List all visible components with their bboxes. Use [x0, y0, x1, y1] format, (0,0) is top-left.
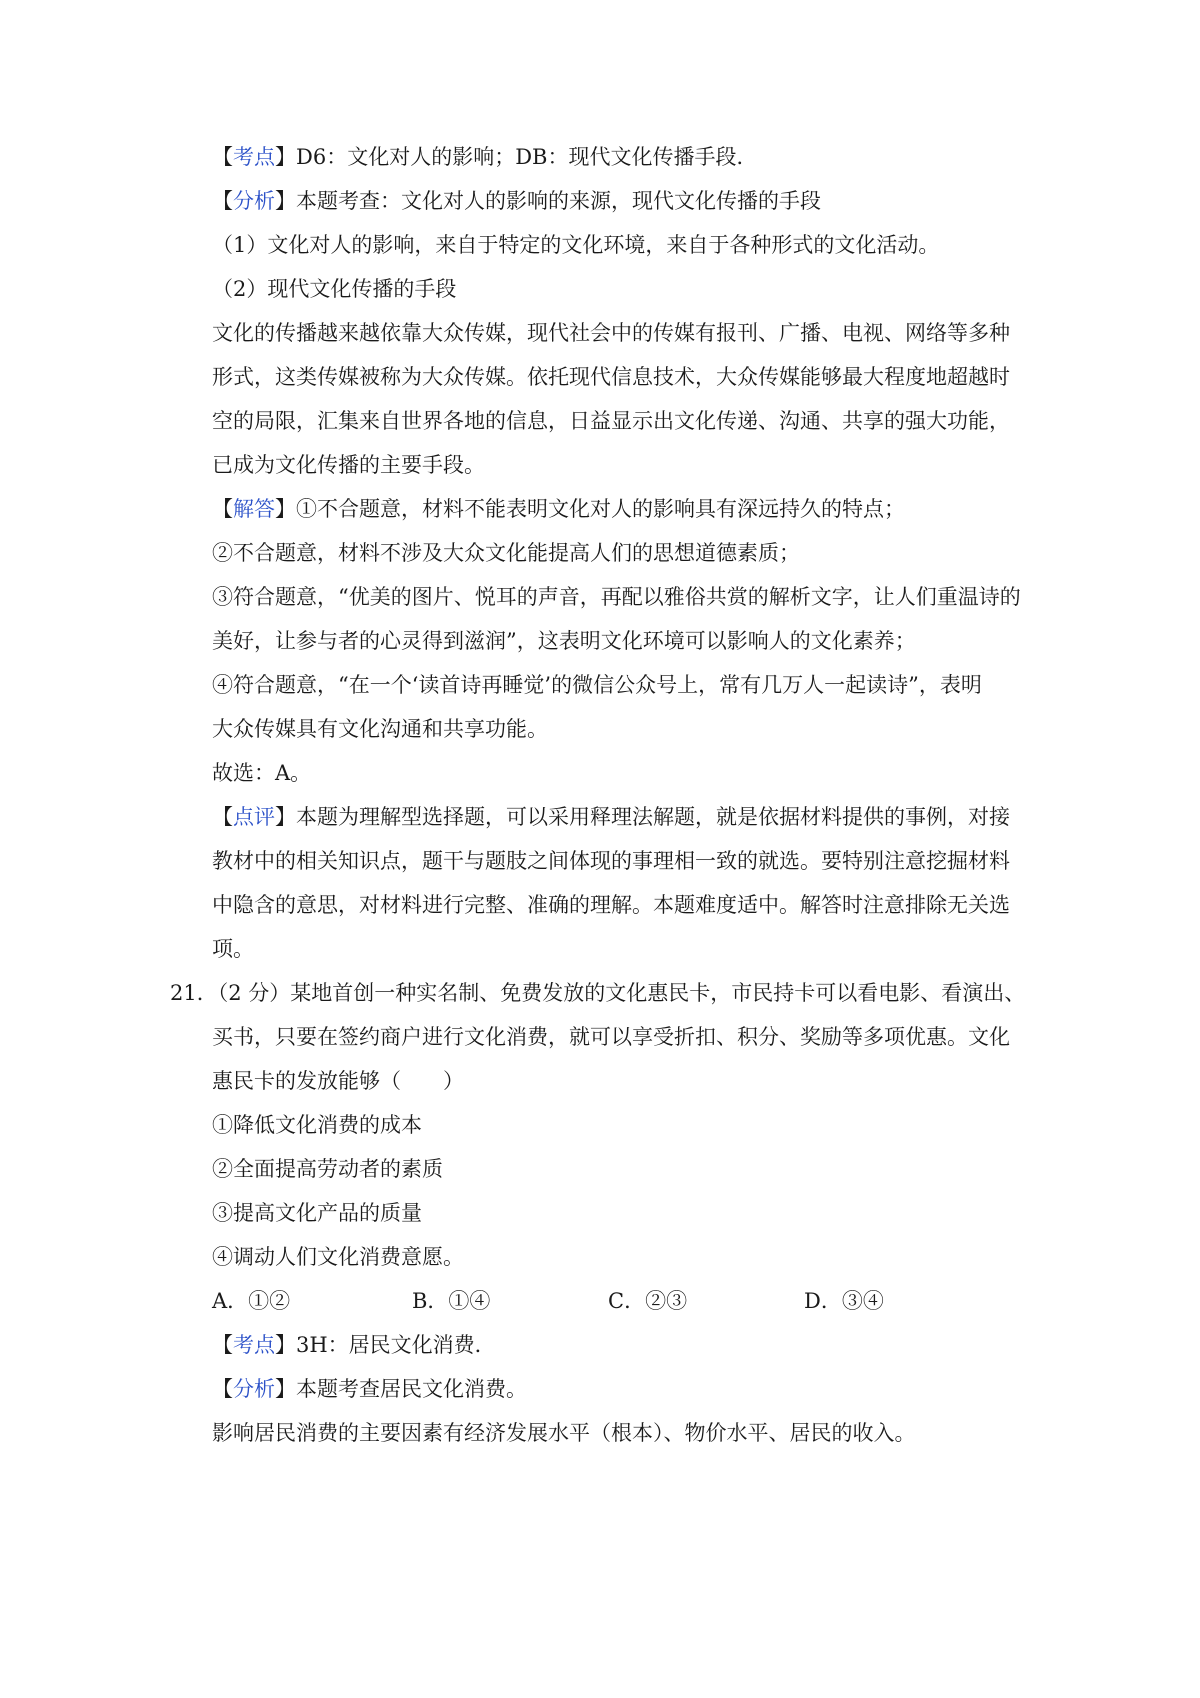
analysis-point-2: （2）现代文化传播的手段	[212, 277, 457, 301]
answer-item-4-line: ④符合题意，“在一个‘读首诗再睡觉’的微信公众号上，常有几万人一起读诗”，表明	[212, 673, 982, 697]
q21-kaodian-line: 【考点】3H：居民文化消费．	[212, 1333, 496, 1357]
question-item: ③提高文化产品的质量	[212, 1201, 422, 1225]
fenxi-line: 【分析】本题考查：文化对人的影响的来源，现代文化传播的手段	[212, 189, 821, 213]
question-21-stem-line: 买书，只要在签约商户进行文化消费，就可以享受折扣、积分、奖励等多项优惠。文化	[212, 1025, 1010, 1049]
fenxi-tag: 分析	[233, 1377, 275, 1401]
question-21-stem-line	[170, 979, 1040, 1007]
answer-item-3-line: ③符合题意，“优美的图片、悦耳的声音，再配以雅俗共赏的解析文字，让人们重温诗的	[212, 585, 1021, 609]
kaodian-tag: 考点	[233, 145, 275, 169]
jieda-tag: 解答	[233, 497, 275, 521]
dianping-line: 【点评】本题为理解型选择题，可以采用释理法解题，就是依据材料提供的事例，对接	[212, 805, 1010, 829]
analysis-paragraph-line: 空的局限，汇集来自世界各地的信息，日益显示出文化传递、沟通、共享的强大功能，	[212, 409, 1010, 433]
analysis-paragraph-line: 已成为文化传播的主要手段。	[212, 453, 485, 477]
analysis-paragraph-line: 文化的传播越来越依靠大众传媒，现代社会中的传媒有报刊、广播、电视、网络等多种	[212, 321, 1010, 345]
kaodian-text: 3H：居民文化消费．	[296, 1333, 496, 1357]
q21-analysis-text: 影响居民消费的主要因素有经济发展水平（根本）、物价水平、居民的收入。	[212, 1421, 916, 1445]
question-item: ②全面提高劳动者的素质	[212, 1157, 443, 1181]
kaodian-line: 【考点】D6：文化对人的影响；DB：现代文化传播手段．	[212, 145, 758, 169]
question-21-stem-line: 惠民卡的发放能够（ ）	[212, 1069, 464, 1093]
question-item: ④调动人们文化消费意愿。	[212, 1245, 464, 1269]
answer-item-4-line: 大众传媒具有文化沟通和共享功能。	[212, 717, 548, 741]
analysis-paragraph-line: 形式，这类传媒被称为大众传媒。依托现代信息技术，大众传媒能够最大程度地超越时	[212, 365, 1010, 389]
dianping-text-line: 项。	[212, 937, 254, 961]
dianping-text-line: 教材中的相关知识点，题干与题肢之间体现的事理相一致的就选。要特别注意挖掘材料	[212, 849, 1010, 873]
analysis-point-1: （1）文化对人的影响，来自于特定的文化环境，来自于各种形式的文化活动。	[212, 233, 940, 257]
answer-item-3-line: 美好，让参与者的心灵得到滋润”，这表明文化环境可以影响人的文化素养；	[212, 629, 916, 653]
answer-item-2: ②不合题意，材料不涉及大众文化能提高人们的思想道德素质；	[212, 541, 800, 565]
option-b: B．①④	[412, 1289, 491, 1313]
question-stem-text: （2 分）某地首创一种实名制、免费发放的文化惠民卡，市民持卡可以看电影、看演出、	[217, 981, 1026, 1005]
dianping-text-line: 中隐含的意思，对材料进行完整、准确的理解。本题难度适中。解答时注意排除无关选	[212, 893, 1010, 917]
option-c: C．②③	[608, 1289, 688, 1313]
q21-fenxi-line: 【分析】本题考查居民文化消费。	[212, 1377, 527, 1401]
kaodian-tag: 考点	[233, 1333, 275, 1357]
option-d: D．③④	[804, 1289, 884, 1313]
kaodian-text: D6：文化对人的影响；DB：现代文化传播手段．	[296, 145, 758, 169]
answer-choice: 故选：A。	[212, 761, 312, 785]
fenxi-text: 本题考查：文化对人的影响的来源，现代文化传播的手段	[296, 189, 821, 213]
jieda-text: ①不合题意，材料不能表明文化对人的影响具有深远持久的特点；	[296, 497, 905, 521]
question-number: 21．	[170, 981, 218, 1005]
dianping-tag: 点评	[233, 805, 275, 829]
dianping-text: 本题为理解型选择题，可以采用释理法解题，就是依据材料提供的事例，对接	[296, 805, 1010, 829]
question-item: ①降低文化消费的成本	[212, 1113, 422, 1137]
fenxi-text: 本题考查居民文化消费。	[296, 1377, 527, 1401]
jieda-line: 【解答】①不合题意，材料不能表明文化对人的影响具有深远持久的特点；	[212, 497, 905, 521]
fenxi-tag: 分析	[233, 189, 275, 213]
option-a: A．①②	[212, 1289, 291, 1313]
